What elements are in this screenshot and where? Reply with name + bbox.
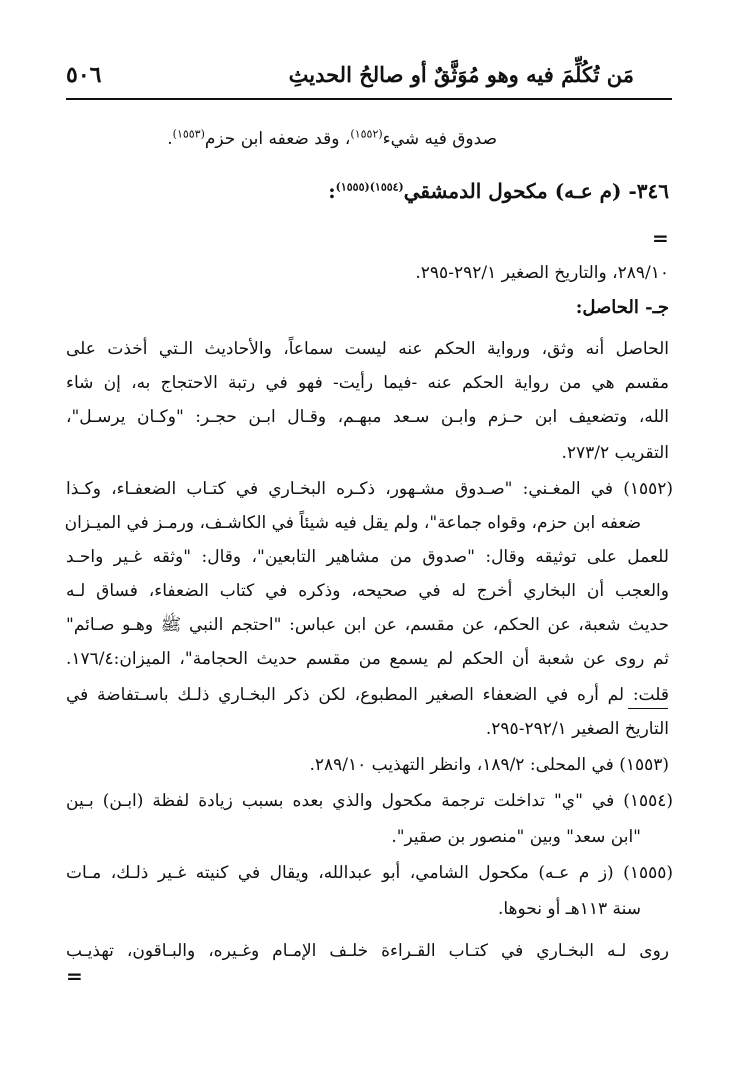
footnote-line: (١٥٥٤) في "ي" تداخلت ترجمة مكحول والذي بعده بسبب زيادة لفظة (ابـن) بـين [66, 791, 673, 811]
header-rule [66, 98, 672, 100]
footnote-ref-1552: (١٥٥٢) [350, 127, 383, 141]
entry-footnote-refs: (١٥٥٤)(١٥٥٥) [335, 180, 404, 194]
continuation-text: صدوق فيه شيء [382, 129, 497, 149]
entry-colon: : [328, 179, 336, 203]
footnote-line: قلت: لم أره في الضعفاء الصغير المطبوع، لكن ذكر البخـاري ذلـك باسـتفاضة في [66, 685, 669, 705]
footnote-line: والعجب أن البخاري أخرج له في صحيحه، وذكره في كتاب الضعفاء، فساق لـه [66, 581, 669, 601]
footnote-line: (١٥٥٣) في المحلى: ١٨٩/٢، وانظر التهذيب ٢٨٩/١٠. [309, 755, 669, 775]
footnote-line: (١٥٥٢) في المغـني: "صـدوق مشـهور، ذكـره البخـاري في كتـاب الضعفـاء، وكـذا [66, 479, 673, 499]
entry-heading [328, 180, 669, 202]
continuation-line [167, 128, 497, 150]
continuation-mark: = [66, 964, 83, 988]
paragraph-line: الحاصل أنه وثق، ورواية الحكم عنه ليست سماعاً، والأحاديث الـتي أخذت على [66, 339, 669, 359]
footnote-line: التاريخ الصغير ٢٩٢/١-٢٩٥. [485, 719, 669, 739]
continuation-mark: = [652, 226, 669, 250]
footnote-line: "ابن سعد" وبين "منصور بن صقير". [391, 827, 641, 847]
entry-title: ٣٤٦- (م عـه) مكحول الدمشقي [403, 179, 669, 203]
paragraph-line: التقريب ٢٧٣/٢. [561, 443, 669, 463]
footnote-line: ضعفه ابن حزم، وقواه جماعة"، ولم يقل فيه شيئاً في الكاشـف، ورمـز في الميـزان [64, 513, 641, 533]
paragraph-line: مقسم هي من رواية الحكم عنه -فيما رأيت- فهو في رتبة الاحتجاج به، إن شاء [66, 373, 669, 393]
section-heading: جـ- الحاصل: [575, 297, 669, 318]
continuation-mid: ، وقد ضعفه ابن حزم [204, 129, 351, 149]
footnote-line: (١٥٥٥) (ز م عـه) مكحول الشامي، أبو عبدالله، ويقال في كنيته غـير ذلـك، مـات [66, 863, 673, 883]
running-header-title: مَن تُكُلِّمَ فيه وهو مُوَثَّقٌ أو صالحُ الحديثِ [288, 62, 634, 87]
footnote-line: روى لـه البخـاري في كتـاب القـراءة خلـف الإمـام وغـيره، والبـاقون، تهذيـب [66, 941, 669, 961]
text-line: ٢٨٩/١٠، والتاريخ الصغير ٢٩٢/١-٢٩٥. [415, 263, 669, 283]
footnote-line: للعمل على توثيقه وقال: "صدوق من مشاهير التابعين"، وقال: "وثقه غـير واحـد [66, 547, 669, 567]
continuation-end: . [167, 129, 173, 149]
paragraph-line: الله، وتضعيف ابن حـزم وابـن سـعد مبهـم، وقـال ابـن حجـر: "وكـان يرسـل"، [66, 407, 669, 427]
footnote-line: سنة ١١٣هـ أو نحوها. [497, 899, 641, 919]
page-number: ٥٠٦ [66, 62, 102, 88]
underline-mark [628, 708, 668, 709]
footnote-line: حديث شعبة، عن الحكم، عن مقسم، عن ابن عباس: "احتجم النبي ﷺ وهـو صـائم" [66, 615, 669, 635]
footnote-ref-1553: (١٥٥٣) [172, 127, 205, 141]
footnote-line: ثم روى عن شعبة أن الحكم لم يسمع من مقسم حديث الحجامة"، الميزان:١٧٦/٤. [66, 649, 669, 669]
